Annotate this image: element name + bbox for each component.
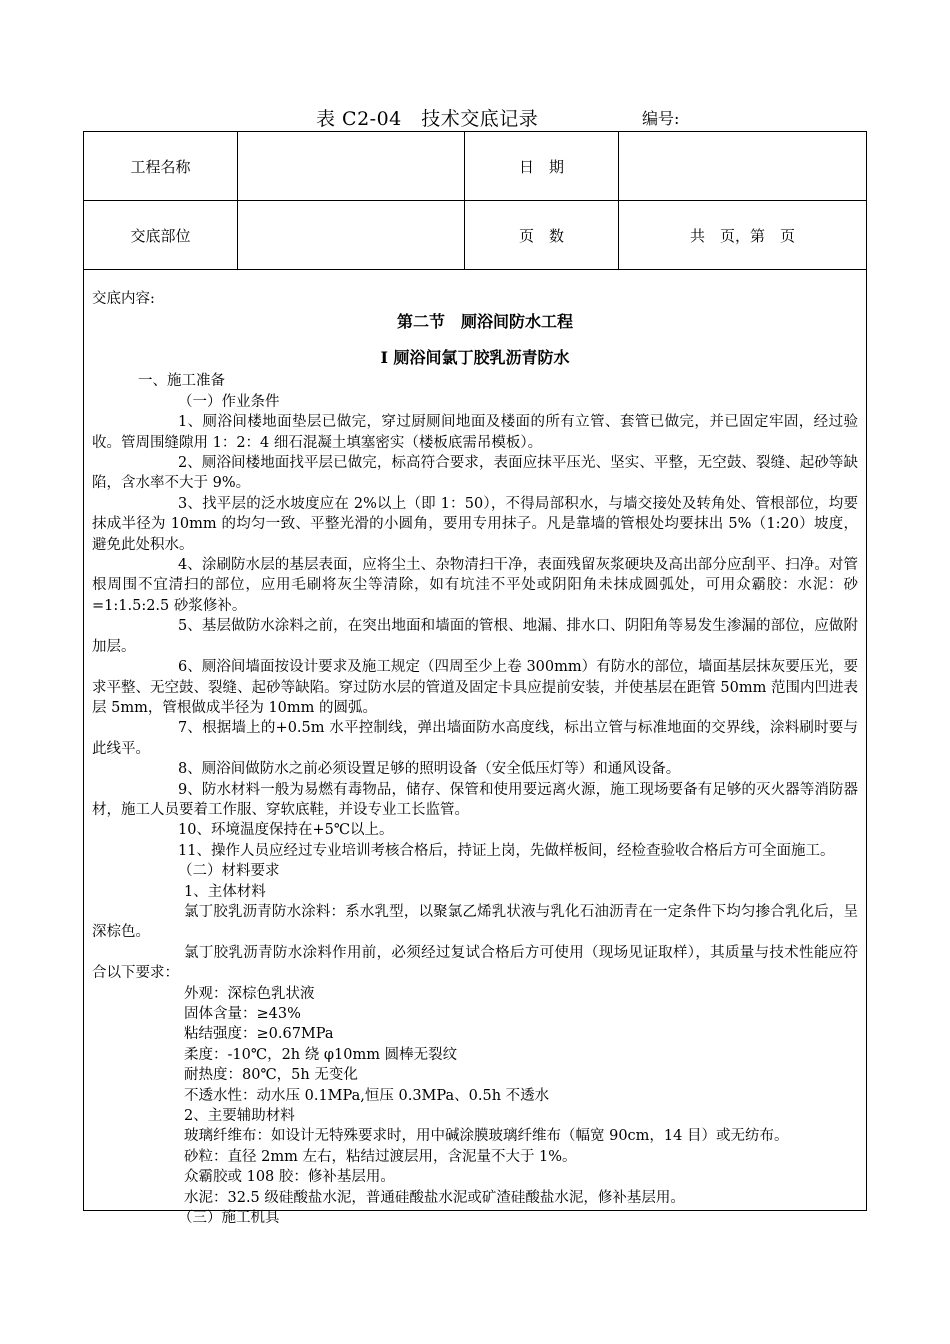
pages-value: 共 页，第 页 (619, 201, 867, 270)
paragraph: 11、操作人员应经过专业培训考核合格后，持证上岗，先做样板间，经检查验收合格后方可全面施工。 (178, 842, 835, 859)
paragraph: 粘结强度：≥0.67MPa (184, 1026, 334, 1043)
project-name-value (238, 132, 465, 201)
paragraph: （一）作业条件 (178, 393, 280, 410)
paragraph: 耐热度：80℃，5h 无变化 (184, 1067, 358, 1084)
paragraph: 氯丁胶乳沥青防水涂料：系水乳型，以聚氯乙烯乳状液与乳化石油沥青在一定条件下均匀掺合乳化后，呈深棕色。 (92, 903, 858, 941)
paragraph: 2、主要辅助材料 (184, 1108, 295, 1125)
table-row (84, 132, 867, 201)
paragraph: 柔度：-10℃，2h 绕 φ10mm 圆棒无裂纹 (184, 1046, 458, 1063)
info-table (83, 131, 867, 270)
paragraph: 4、涂刷防水层的基层表面，应将尘土、杂物清扫干净，表面残留灰浆硬块及高出部分应刮平、扫净。对管根周围不宜清扫的部位，应用毛刷将灰尘等清除，如有坑洼不平处或阴阳角未抹成圆弧处，可用众霸胶：水泥：砂=1:1.5:2.5 砂浆修补。 (92, 557, 858, 614)
paragraph: 玻璃纤维布：如设计无特殊要求时，用中碱涂膜玻璃纤维布（幅宽 90cm，14 目）或无纺布。 (184, 1128, 789, 1145)
form-number-label: 编号: (642, 109, 680, 128)
paragraph: 砂粒：直径 2mm 左右，粘结过渡层用，含泥量不大于 1%。 (184, 1148, 577, 1165)
subsection-title: Ⅰ 厕浴间氯丁胶乳沥青防水 (380, 348, 570, 368)
paragraph: 5、基层做防水涂料之前，在突出地面和墙面的管根、地漏、排水口、阴阳角等易发生渗漏的部位，应做附加层。 (92, 618, 858, 655)
form-title: 表 C2-04 技术交底记录 (316, 108, 539, 130)
date-label: 日 期 (465, 132, 619, 201)
paragraph: 7、根据墙上的+0.5m 水平控制线，弹出墙面防水高度线，标出立管与标准地面的交界线，涂料刷时要与此线平。 (92, 720, 858, 757)
paragraph: 众霸胶或 108 胶：修补基层用。 (184, 1169, 395, 1186)
table-row (84, 201, 867, 270)
paragraph: 外观：深棕色乳状液 (184, 985, 315, 1002)
paragraph: 6、厕浴间墙面按设计要求及施工规定（四周至少上卷 300mm）有防水的部位，墙面基层抹灰要压光，要求平整、无空鼓、裂缝、起砂等缺陷。穿过防水层的管道及固定卡具应提前安装，并使基层在距管 50mm 范围内凹进表层 5mm，管根做成半径为 10mm 的圆弧。 (92, 659, 858, 716)
project-name-label: 工程名称 (84, 132, 238, 201)
paragraph: 水泥：32.5 级硅酸盐水泥，普通硅酸盐水泥或矿渣硅酸盐水泥，修补基层用。 (184, 1189, 685, 1206)
paragraph-list (92, 371, 858, 1228)
paragraph: 8、厕浴间做防水之前必须设置足够的照明设备（安全低压灯等）和通风设备。 (178, 761, 681, 778)
paragraph: 一、施工准备 (138, 373, 225, 390)
paragraph: 1、主体材料 (184, 883, 266, 900)
form-header (0, 104, 950, 134)
paragraph: 2、厕浴间楼地面找平层已做完，标高符合要求，表面应抹平压光、坚实、平整，无空鼓、裂缝、起砂等缺陷，含水率不大于 9%。 (92, 455, 858, 492)
paragraph: 1、厕浴间楼地面垫层已做完，穿过厨厕间地面及楼面的所有立管、套管已做完，并已固定牢固，经过验收。管周围缝隙用 1：2：4 细石混凝土填塞密实（楼板底需吊模板）。 (92, 414, 858, 451)
section-title: 第二节 厕浴间防水工程 (396, 312, 573, 332)
content-label: 交底内容: (92, 291, 155, 307)
paragraph: （二）材料要求 (178, 863, 280, 880)
location-value (238, 201, 465, 270)
paragraph: 10、环境温度保持在+5℃以上。 (178, 822, 394, 839)
paragraph: 固体含量：≥43% (184, 1006, 301, 1022)
paragraph: 9、防水材料一般为易燃有毒物品，储存、保管和使用要远离火源，施工现场要备有足够的灭火器等消防器材，施工人员要着工作服、穿软底鞋，并设专业工长监管。 (92, 781, 858, 818)
content-body (92, 289, 858, 1228)
location-label: 交底部位 (84, 201, 238, 270)
date-value (619, 132, 867, 201)
paragraph: 不透水性：动水压 0.1MPa,恒压 0.3MPa、0.5h 不透水 (184, 1087, 550, 1104)
pages-label: 页 数 (465, 201, 619, 270)
paragraph: 3、找平层的泛水坡度应在 2%以上（即 1：50），不得局部积水，与墙交接处及转角处、管根部位，均要抹成半径为 10mm 的均匀一致、平整光滑的小圆角，要用专用抹子。凡是靠墙的管根处均要抹出 5%（1:20）坡度，避免此处积水。 (92, 495, 858, 553)
paragraph: （三）施工机具 (178, 1210, 280, 1227)
content-cell (83, 269, 867, 1227)
paragraph: 氯丁胶乳沥青防水涂料作用前，必须经过复试合格后方可使用（现场见证取样），其质量与技术性能应符合以下要求： (92, 944, 858, 982)
